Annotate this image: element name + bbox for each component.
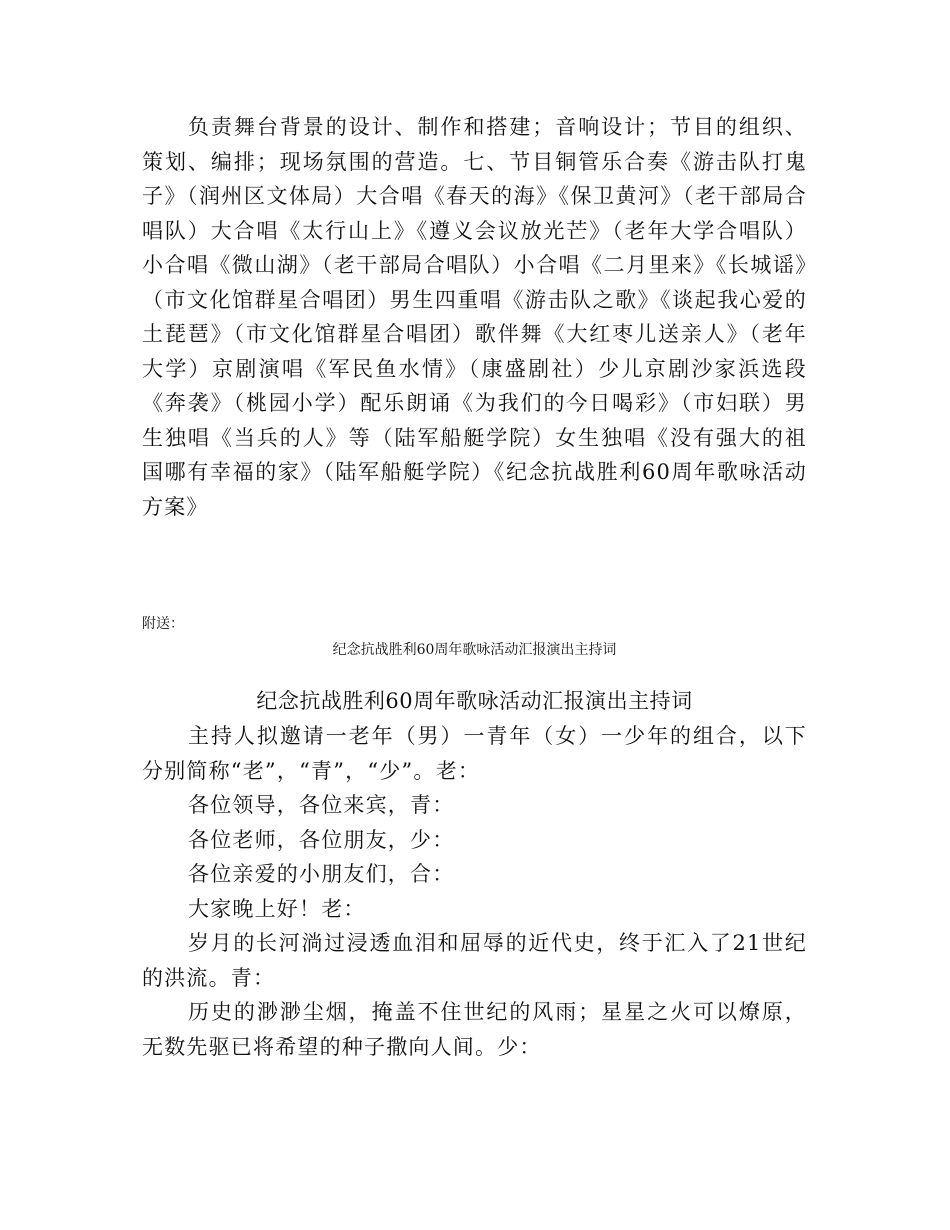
intro-section bbox=[142, 110, 807, 524]
script-line: 主持人拟邀请一老年（男）一青年（女）一少年的组合，以下分别简称“老”，“青”，“少”。老： bbox=[142, 724, 807, 783]
host-script bbox=[142, 719, 807, 1064]
script-title: 纪念抗战胜利60周年歌咏活动汇报演出主持词 bbox=[256, 689, 693, 713]
intro-paragraph: 负责舞台背景的设计、制作和搭建；音响设计；节目的组织、策划、编排；现场氛围的营造。七、节目铜管乐合奏《游击队打鬼子》（润州区文体局）大合唱《春天的海》《保卫黄河》（老干部局合唱队）大合唱《太行山上》《遵义会议放光芒》（老年大学合唱队）小合唱《微山湖》（老干部局合唱队）小合唱《二月里来》《长城谣》（市文化馆群星合唱团）男生四重唱《游击队之歌》《谈起我心爱的土琵琶》（市文化馆群星合唱团）歌伴舞《大红枣儿送亲人》（老年大学）京剧演唱《军民鱼水情》（康盛剧社）少儿京剧沙家浜选段《奔袭》（桃园小学）配乐朗诵《为我们的今日喝彩》（市妇联）男生独唱《当兵的人》等（陆军船艇学院）女生独唱《没有强大的祖国哪有幸福的家》（陆军船艇学院）《纪念抗战胜利60周年歌咏活动方案》 bbox=[142, 115, 807, 519]
script-line: 各位亲爱的小朋友们，合： bbox=[188, 862, 455, 886]
script-line: 大家晚上好！老： bbox=[188, 896, 366, 921]
script-line: 历史的渺渺尘烟，掩盖不住世纪的风雨；星星之火可以燎原，无数先驱已将希望的种子撒向人间。少： bbox=[142, 1000, 807, 1059]
attachment-subtitle: 纪念抗战胜利60周年歌咏活动汇报演出主持词 bbox=[332, 642, 617, 658]
script-line: 各位老师，各位朋友，少： bbox=[188, 827, 455, 852]
attachment-label: 附送： bbox=[142, 616, 184, 632]
script-line: 岁月的长河淌过浸透血泪和屈辱的近代史，终于汇入了21世纪的洪流。青： bbox=[142, 931, 807, 990]
script-line: 各位领导，各位来宾，青： bbox=[188, 793, 455, 817]
